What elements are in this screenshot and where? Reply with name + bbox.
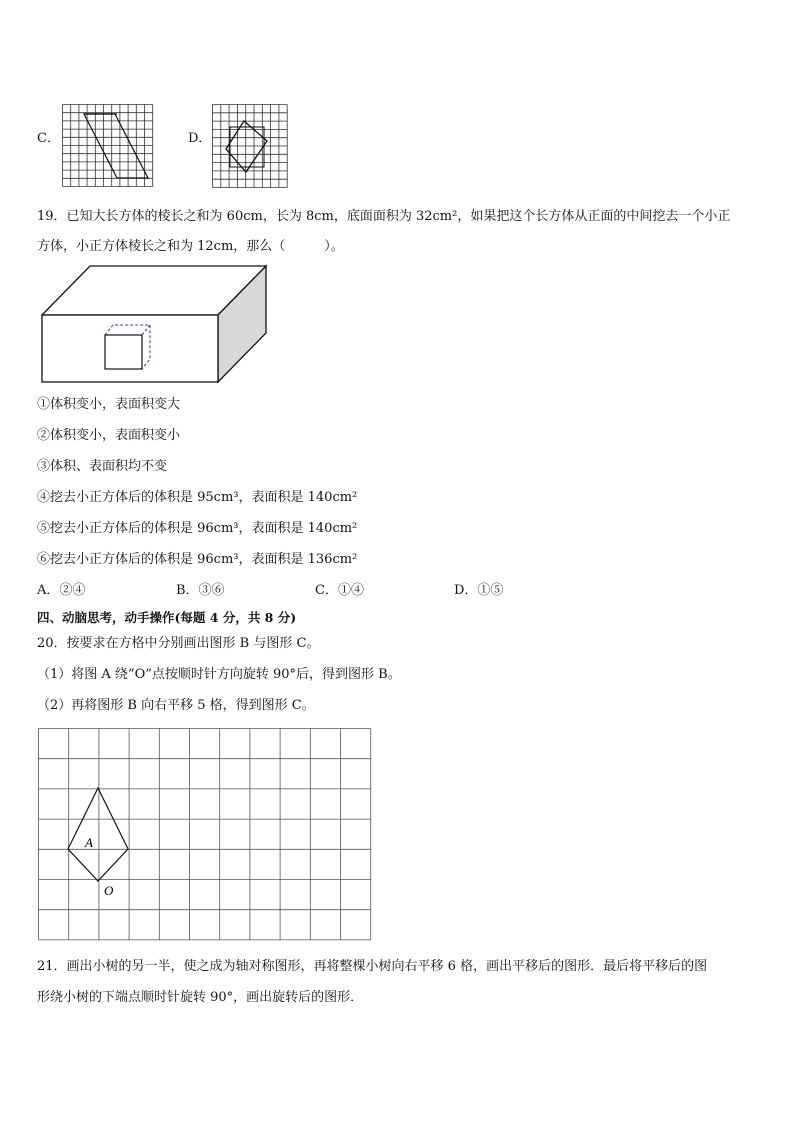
- q19-statement-4: ④挖去小正方体后的体积是 95cm³，表面积是 140cm²: [37, 490, 358, 505]
- q21-text-line2: 形绕小树的下端点顺时针旋转 90°，画出旋转后的图形．: [37, 990, 364, 1005]
- option-c-grid-figure: [62, 104, 153, 190]
- option-c-label: C．: [37, 131, 60, 146]
- q20-step-1: （1）将图 A 绕“O”点按顺时针方向旋转 90°后，得到图形 B。: [37, 667, 401, 682]
- q19-choice-c: C．①④: [315, 583, 364, 598]
- q19-choice-b: B．③⑥: [176, 583, 225, 598]
- q21-text-line1: 21．画出小树的另一半，使之成为轴对称图形，再将整棵小树向右平移 6 格，画出平移后的图形．最后将平移后的图: [37, 959, 708, 974]
- point-o-label: O: [104, 883, 114, 898]
- q19-choice-d: D．①⑤: [454, 583, 504, 598]
- option-d-label: D．: [188, 131, 212, 146]
- option-d-grid-figure: [212, 104, 290, 188]
- q20-step-2: （2）再将图形 B 向右平移 5 格，得到图形 C。: [37, 698, 315, 713]
- figure-a-label: A: [85, 835, 93, 850]
- section-4-heading: 四、动脑思考，动手操作(每题 4 分，共 8 分): [37, 610, 297, 625]
- q19-choice-a: A．②④: [37, 583, 86, 598]
- q19-statement-5: ⑤挖去小正方体后的体积是 96cm³，表面积是 140cm²: [37, 521, 358, 536]
- q20-title: 20．按要求在方格中分别画出图形 B 与图形 C。: [37, 636, 320, 651]
- q19-statement-6: ⑥挖去小正方体后的体积是 96cm³，表面积是 136cm²: [37, 552, 358, 567]
- cuboid-figure: [40, 263, 268, 385]
- q19-text-line1: 19．已知大长方体的棱长之和为 60cm，长为 8cm，底面面积为 32cm²，如果把这个长方体从正面的中间挖去一个小正: [37, 209, 731, 224]
- q19-statement-2: ②体积变小，表面积变小: [37, 428, 181, 443]
- q20-grid-figure: [38, 728, 372, 941]
- q19-text-line2: 方体，小正方体棱长之和为 12cm，那么（ ）。: [37, 239, 344, 254]
- q19-statement-1: ①体积变小，表面积变大: [37, 397, 181, 412]
- q19-statement-3: ③体积、表面积均不变: [37, 459, 168, 474]
